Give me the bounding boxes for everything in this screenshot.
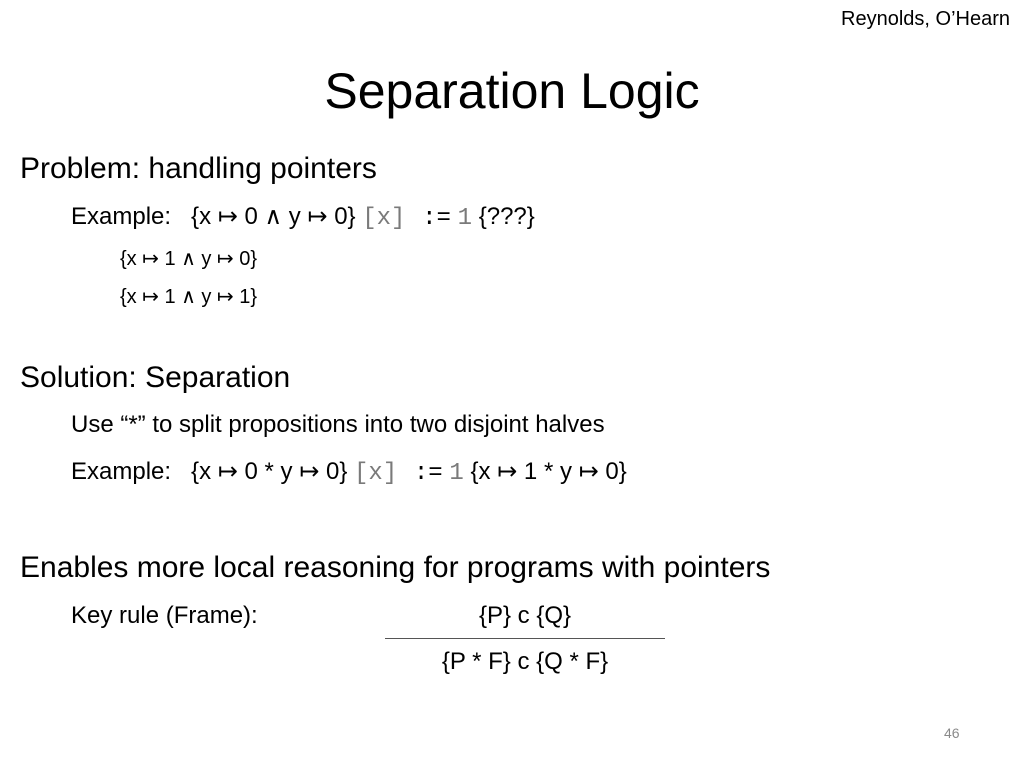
candidate-postcondition-2: {x ↦ 1 ∧ y ↦ 1}	[120, 286, 258, 308]
problem-example	[71, 202, 535, 232]
frame-rule-premise: {P} c {Q}	[478, 602, 572, 629]
problem-code-lhs: [x]	[362, 205, 406, 232]
solution-precondition: {x ↦ 0 * y ↦ 0}	[191, 458, 348, 485]
attribution: Reynolds, O’Hearn	[841, 8, 1010, 30]
problem-code-rhs: 1	[457, 205, 473, 232]
solution-example	[71, 457, 627, 487]
problem-precondition: {x ↦ 0 ∧ y ↦ 0}	[191, 203, 356, 230]
key-rule-label: Key rule (Frame):	[71, 602, 258, 629]
solution-use-line: Use “*” to split propositions into two disjoint halves	[71, 411, 605, 438]
problem-heading: Problem: handling pointers	[20, 152, 377, 185]
problem-example-label: Example:	[71, 203, 172, 230]
problem-postcondition: {???}	[478, 203, 535, 230]
solution-code-lhs: [x]	[354, 460, 398, 487]
solution-postcondition: {x ↦ 1 * y ↦ 0}	[470, 458, 627, 485]
frame-rule-divider	[385, 638, 665, 639]
page-number: 46	[944, 725, 960, 741]
solution-code-assign: :=	[413, 460, 443, 487]
slide-title: Separation Logic	[324, 63, 700, 119]
frame-rule-conclusion: {P * F} c {Q * F}	[441, 648, 609, 675]
problem-code-assign: :=	[422, 205, 451, 232]
solution-code-rhs: 1	[449, 460, 464, 487]
solution-example-label: Example:	[71, 458, 172, 485]
candidate-postcondition-1: {x ↦ 1 ∧ y ↦ 0}	[120, 248, 258, 270]
reasoning-heading: Enables more local reasoning for programs with pointers	[20, 551, 771, 584]
solution-heading: Solution: Separation	[20, 361, 291, 394]
